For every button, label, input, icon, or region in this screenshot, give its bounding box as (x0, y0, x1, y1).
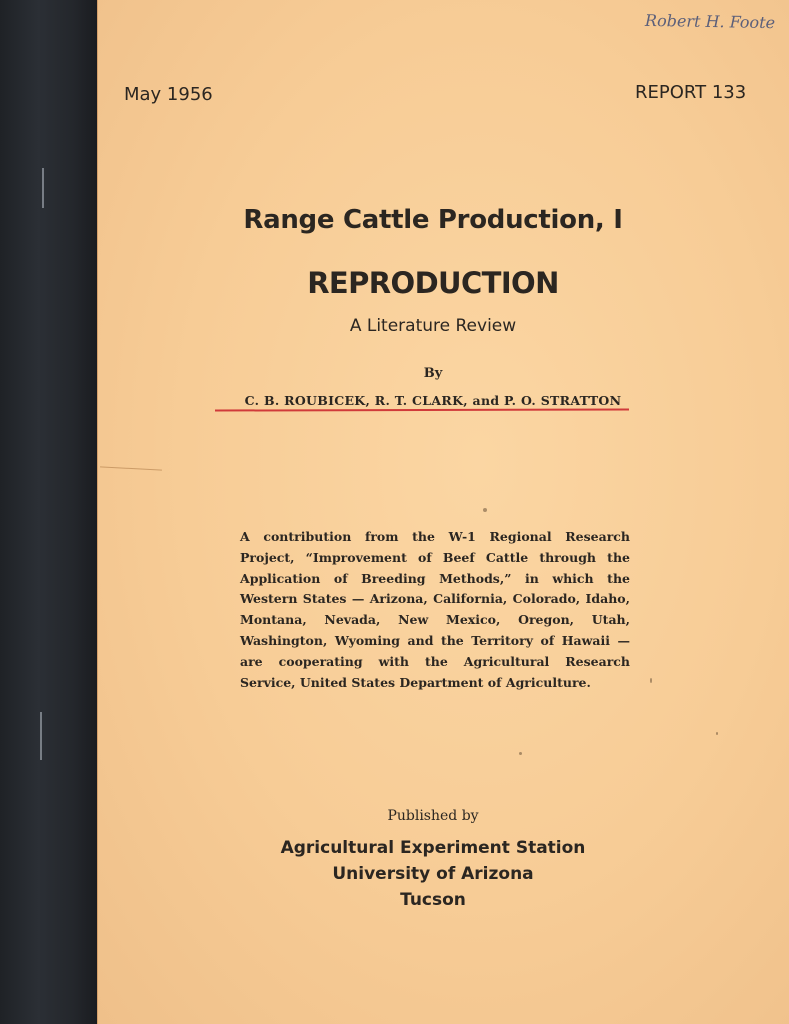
spine-scuff-mark (40, 712, 42, 760)
publisher-city: Tucson (400, 890, 466, 910)
project-description: A contribution from the W-1 Regional Research Project, “Improvement of Beef Cattle through the Application of Breeding Methods,” in which the Western States — Arizona, California, Colorado, Idaho, Montana, Nevada, New Mexico, Oregon, Utah, Washington, Wyoming and the Territory of Hawaii — are cooperating with the Agricultural Research Service, United States Department of Agriculture. (240, 529, 630, 690)
document-title: Range Cattle Production, I (243, 205, 623, 235)
document-subtitle: REPRODUCTION (307, 266, 559, 300)
paper-speck (716, 732, 718, 735)
paper-speck (519, 752, 522, 755)
document-type: A Literature Review (349, 316, 517, 336)
by-label: By (423, 366, 443, 381)
book-spine (0, 0, 97, 1024)
author-list: C. B. ROUBICEK, R. T. CLARK, and P. O. STRATTON (244, 393, 622, 408)
published-by-label: Published by (387, 808, 479, 824)
report-number: REPORT 133 (635, 82, 747, 103)
paper-speck (483, 508, 487, 512)
owner-signature: Robert H. Foote (644, 10, 776, 33)
publisher-station: Agricultural Experiment Station (280, 838, 586, 858)
spine-scuff-mark (42, 168, 44, 208)
publication-date: May 1956 (124, 84, 213, 105)
publisher-university: University of Arizona (332, 864, 534, 884)
paper-speck (650, 678, 652, 683)
